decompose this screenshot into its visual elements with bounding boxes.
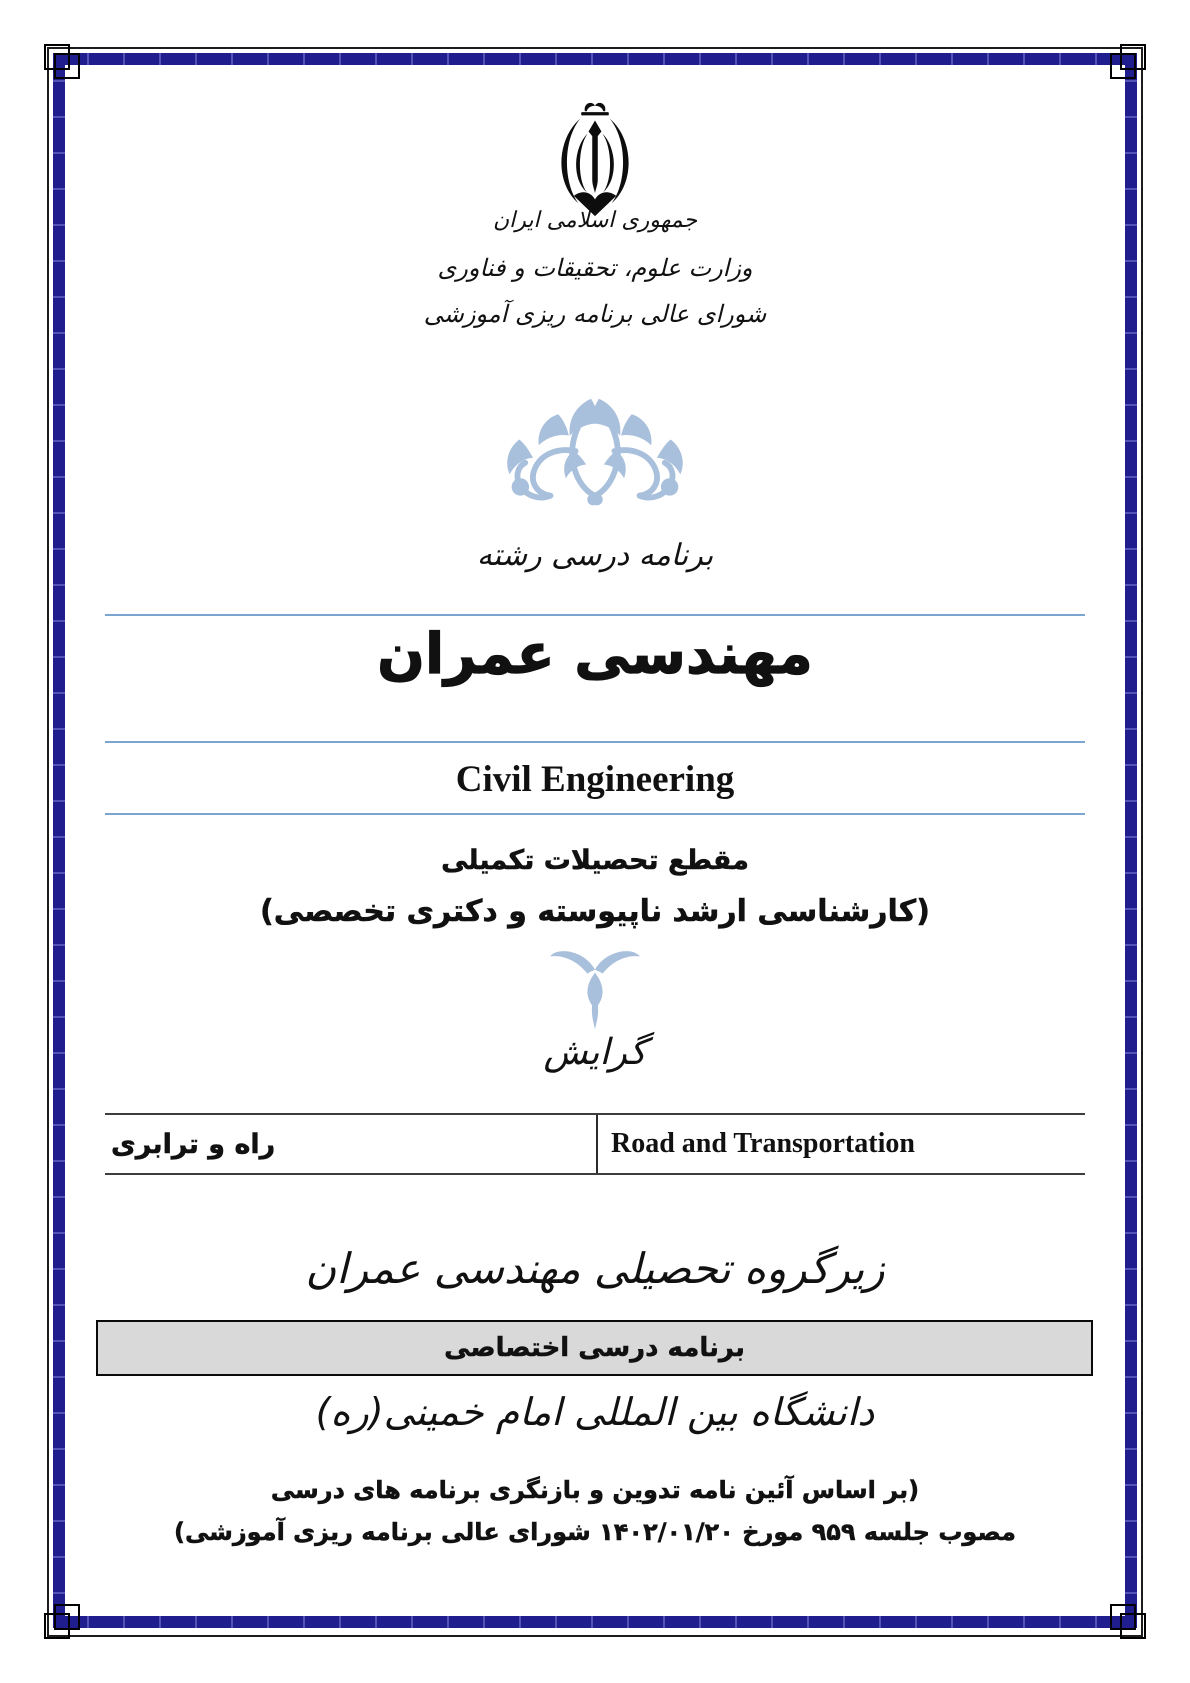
divider-rule [105,614,1085,616]
program-type-bar [96,1320,1093,1376]
border-corner-ornament [54,53,80,79]
small-floral-icon [543,944,647,1030]
orientation-cell-english [596,1115,1085,1173]
orientation-persian-text: راه و ترابری [111,1128,276,1160]
program-type-text: برنامه درسی اختصاصی [444,1333,745,1363]
footer-approval-line: مصوب جلسه ۹۵۹ مورخ ۱۴۰۲/۰۱/۲۰ شورای عالی برنامه ریزی آموزشی) [174,1518,1016,1546]
page-title-english: Civil Engineering [455,759,735,800]
divider-rule [105,741,1085,743]
page-border-band-bottom [53,1616,1137,1628]
header-council-line: شورای عالی برنامه ریزی آموزشی [423,300,767,328]
program-label: برنامه درسی رشته [476,538,714,573]
header-ministry-line: وزارت علوم، تحقیقات و فناوری [437,254,753,282]
divider-rule [105,813,1085,815]
orientation-cell-persian [105,1115,596,1173]
floral-flourish-icon [469,390,721,518]
university-name: دانشگاه بین المللی امام خمینی(ره) [315,1390,875,1434]
degree-programs-line: (کارشناسی ارشد ناپیوسته و دکتری تخصصی) [260,894,930,929]
orientation-label: گرایش [543,1032,647,1073]
orientation-english-text: Road and Transportation [611,1128,915,1159]
orientation-table [105,1113,1085,1175]
header-country-line: جمهوری اسلامی ایران [492,208,698,233]
page-border-band-right [1125,53,1137,1628]
footer-regulation-line: (بر اساس آئین نامه تدوین و بازنگری برنامه های درسی [270,1476,920,1504]
page-border-band-top [53,53,1137,65]
degree-level-line: مقطع تحصیلات تکمیلی [441,845,749,876]
page-border-band-left [53,53,65,1628]
subgroup-line: زیرگروه تحصیلی مهندسی عمران [305,1244,885,1293]
iran-national-emblem-icon [549,100,641,220]
border-corner-ornament [1110,53,1136,79]
border-corner-ornament [54,1604,80,1630]
page-title-persian: مهندسی عمران [377,622,813,687]
border-corner-ornament [1110,1604,1136,1630]
